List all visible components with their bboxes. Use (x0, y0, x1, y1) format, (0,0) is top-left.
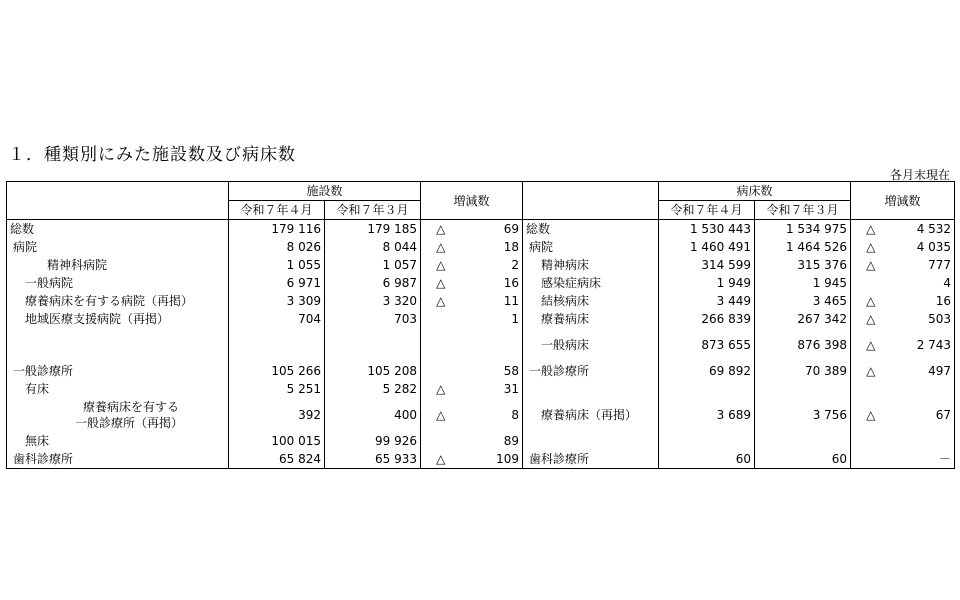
facility-change-sign (421, 362, 461, 380)
bed-change-value (891, 380, 955, 398)
bed-apr-value: 1 460 491 (659, 238, 755, 256)
beds-change-header: 増減数 (851, 182, 955, 220)
facility-mar-value: 5 282 (325, 380, 421, 398)
facility-change-value: 16 (503, 276, 520, 290)
facilities-apr-header: 令和７年４月 (229, 201, 325, 220)
bed-change-sign: △ (851, 310, 891, 328)
as-of-note: 各月末現在 (889, 168, 950, 182)
bed-apr-value: 1 949 (659, 274, 755, 292)
bed-mar-value: 1 464 526 (755, 238, 851, 256)
facilities-mar-header: 令和７年３月 (325, 201, 421, 220)
facility-label (7, 328, 229, 362)
bed-label: 精神病床 (523, 256, 659, 274)
bed-label (523, 432, 659, 450)
bed-label: 一般診療所 (523, 362, 659, 380)
facility-label: 有床 (7, 380, 229, 398)
facility-label: 療養病床を有する病院（再掲） (7, 292, 229, 310)
facility-label: 一般診療所 (7, 362, 229, 380)
bed-change-value: 4 (891, 274, 955, 292)
facility-mar-value: 8 044 (325, 238, 421, 256)
bed-label: 総数 (523, 220, 659, 239)
facility-change-sign: △ (421, 274, 461, 292)
facility-apr-value (229, 328, 325, 362)
facility-mar-value: 99 926 (325, 432, 421, 450)
bed-change-value: 503 (891, 310, 955, 328)
facility-change-sign: △ (421, 450, 461, 469)
bed-mar-value: 60 (755, 450, 851, 469)
bed-label: 結核病床 (523, 292, 659, 310)
bed-apr-value: 69 892 (659, 362, 755, 380)
bed-label: 病院 (523, 238, 659, 256)
bed-apr-value: 314 599 (659, 256, 755, 274)
bed-label: 歯科診療所 (523, 450, 659, 469)
facility-change-sign: △ (421, 380, 461, 398)
bed-change-value: 2 743 (891, 328, 955, 362)
bed-label: 療養病床（再掲） (523, 398, 659, 432)
table-row (7, 310, 955, 328)
facility-mar-value: 400 (325, 398, 421, 432)
table-row (7, 450, 955, 469)
facility-apr-value: 105 266 (229, 362, 325, 380)
bed-apr-value: 1 530 443 (659, 220, 755, 239)
bed-change-value: 4 532 (891, 220, 955, 239)
bed-mar-value: 1 534 975 (755, 220, 851, 239)
bed-apr-value: 266 839 (659, 310, 755, 328)
facility-change-value: 2 (511, 258, 520, 272)
table-row (7, 220, 955, 239)
bed-apr-value (659, 380, 755, 398)
bed-mar-value (755, 380, 851, 398)
facility-change-value: 18 (503, 240, 520, 254)
facility-apr-value: 1 055 (229, 256, 325, 274)
facility-label (7, 398, 229, 432)
facility-apr-value: 179 116 (229, 220, 325, 239)
bed-mar-value: 876 398 (755, 328, 851, 362)
bed-change-value: － (891, 450, 955, 469)
beds-mar-header: 令和７年３月 (755, 201, 851, 220)
bed-label: 感染症病床 (523, 274, 659, 292)
facilities-header: 施設数 (229, 182, 421, 201)
facility-apr-value: 6 971 (229, 274, 325, 292)
bed-change-sign: △ (851, 328, 891, 362)
facility-mar-value: 703 (325, 310, 421, 328)
facility-apr-value: 3 309 (229, 292, 325, 310)
facility-change-sign: △ (421, 238, 461, 256)
table-row (7, 274, 955, 292)
bed-mar-value: 3 465 (755, 292, 851, 310)
bed-change-value: 777 (891, 256, 955, 274)
bed-apr-value (659, 432, 755, 450)
facility-apr-value: 100 015 (229, 432, 325, 450)
bed-change-value: 4 035 (891, 238, 955, 256)
bed-change-sign (851, 274, 891, 292)
facility-change-value: 58 (503, 364, 520, 378)
bed-apr-value: 873 655 (659, 328, 755, 362)
facility-mar-value: 179 185 (325, 220, 421, 239)
facility-label: 無床 (7, 432, 229, 450)
bed-apr-value: 3 689 (659, 398, 755, 432)
table-row (7, 238, 955, 256)
facility-mar-value: 6 987 (325, 274, 421, 292)
table-row (7, 398, 955, 432)
facility-apr-value: 704 (229, 310, 325, 328)
facility-apr-value: 5 251 (229, 380, 325, 398)
bed-change-sign: △ (851, 398, 891, 432)
beds-header: 病床数 (659, 182, 851, 201)
bed-change-sign: △ (851, 238, 891, 256)
bed-change-sign: △ (851, 362, 891, 380)
bed-label: 一般病床 (523, 328, 659, 362)
bed-label (523, 380, 659, 398)
bed-change-sign: △ (851, 220, 891, 239)
bed-change-value: 67 (891, 398, 955, 432)
bed-apr-value: 3 449 (659, 292, 755, 310)
facility-change-sign (421, 328, 461, 362)
bed-label: 療養病床 (523, 310, 659, 328)
bed-mar-value: 1 945 (755, 274, 851, 292)
facility-label-line2: 一般診療所（再掲） (75, 416, 184, 430)
facility-change-value: 69 (461, 220, 523, 239)
bed-change-sign (851, 450, 891, 469)
bed-change-sign (851, 380, 891, 398)
table-row (7, 380, 955, 398)
facility-change-sign: △ (421, 220, 461, 239)
facility-change-sign: △ (421, 292, 461, 310)
facility-label-line1: 療養病床を有する (83, 400, 180, 414)
bed-mar-value: 267 342 (755, 310, 851, 328)
facility-change-sign (421, 310, 461, 328)
facilities-beds-table (6, 181, 955, 469)
facility-change-sign: △ (421, 256, 461, 274)
bed-apr-value: 60 (659, 450, 755, 469)
bed-change-sign (851, 432, 891, 450)
facility-apr-value: 8 026 (229, 238, 325, 256)
bed-change-value (891, 432, 955, 450)
facility-apr-value: 392 (229, 398, 325, 432)
bed-mar-value (755, 432, 851, 450)
facility-change-value: 1 (511, 312, 520, 326)
facility-label: 精神科病院 (7, 256, 229, 274)
facility-mar-value (325, 328, 421, 362)
facility-change-value (461, 328, 523, 362)
bed-mar-value: 70 389 (755, 362, 851, 380)
facility-change-value: 109 (461, 450, 523, 469)
bed-change-sign: △ (851, 256, 891, 274)
facilities-change-header: 増減数 (421, 182, 523, 220)
bed-change-value: 16 (891, 292, 955, 310)
facility-label: 歯科診療所 (7, 450, 229, 469)
bed-change-sign: △ (851, 292, 891, 310)
facility-change-value: 8 (511, 408, 520, 422)
facility-label: 総数 (7, 220, 229, 239)
facility-mar-value: 65 933 (325, 450, 421, 469)
bed-mar-value: 315 376 (755, 256, 851, 274)
facility-label: 地域医療支援病院（再掲） (7, 310, 229, 328)
bed-change-value: 497 (891, 362, 955, 380)
bed-label-header (523, 182, 659, 220)
facility-label: 病院 (7, 238, 229, 256)
table-row (7, 432, 955, 450)
facility-change-value: 31 (503, 382, 520, 396)
facility-change-sign: △ (421, 398, 461, 432)
facility-apr-value: 65 824 (229, 450, 325, 469)
facility-change-sign (421, 432, 461, 450)
table-row (7, 292, 955, 310)
facility-label: 一般病院 (7, 274, 229, 292)
facility-mar-value: 3 320 (325, 292, 421, 310)
page-title: １．種類別にみた施設数及び病床数 (8, 145, 296, 165)
facility-change-value: 89 (503, 434, 520, 448)
table-row (7, 328, 955, 362)
table-row (7, 362, 955, 380)
facility-change-value: 11 (503, 294, 520, 308)
facility-mar-value: 105 208 (325, 362, 421, 380)
bed-mar-value: 3 756 (755, 398, 851, 432)
row-label-header (7, 182, 229, 220)
table-row (7, 256, 955, 274)
beds-apr-header: 令和７年４月 (659, 201, 755, 220)
facility-mar-value: 1 057 (325, 256, 421, 274)
